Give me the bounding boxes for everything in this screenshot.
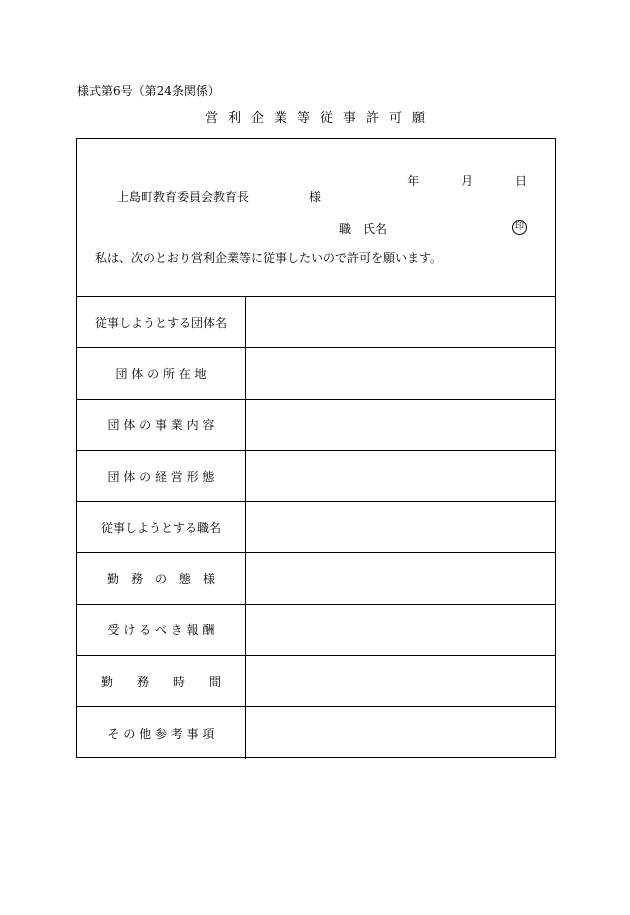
row-value-field[interactable] xyxy=(246,656,555,706)
row-value-field[interactable] xyxy=(246,707,555,758)
month-label: 月 xyxy=(461,174,474,188)
form-header xyxy=(77,139,555,297)
form-title: 営利企業等従事許可願 xyxy=(204,111,435,126)
day-label: 日 xyxy=(514,174,527,188)
row-label: 団 体 の 経 営 形 態 xyxy=(77,451,246,501)
row-value-field[interactable] xyxy=(246,348,555,398)
addressee: 上島町教育委員会教育長 xyxy=(117,190,250,204)
table-row xyxy=(77,656,555,707)
row-value-field[interactable] xyxy=(246,605,555,655)
table-row xyxy=(77,502,555,553)
table-row xyxy=(77,297,555,348)
table-row xyxy=(77,451,555,502)
row-label: 勤 務 の 態 様 xyxy=(77,553,246,603)
application-form xyxy=(76,138,556,758)
row-value-field[interactable] xyxy=(246,553,555,603)
row-label: 従事しようとする団体名 xyxy=(77,297,246,347)
row-value-field[interactable] xyxy=(246,451,555,501)
form-rows xyxy=(77,297,555,759)
table-row xyxy=(77,553,555,604)
year-label: 年 xyxy=(407,174,420,188)
table-row xyxy=(77,605,555,656)
row-label: 受 け る べ き 報 酬 xyxy=(77,605,246,655)
table-row xyxy=(77,400,555,451)
row-label: 団 体 の 所 在 地 xyxy=(77,348,246,398)
row-value-field[interactable] xyxy=(246,297,555,347)
row-value-field[interactable] xyxy=(246,502,555,552)
position-name-label: 職 氏名 xyxy=(339,222,388,236)
row-label: 団 体 の 事 業 内 容 xyxy=(77,400,246,450)
form-number: 様式第6号（第24条関係） xyxy=(77,84,220,98)
row-label: 勤 務 時 間 xyxy=(77,656,246,706)
date-line xyxy=(407,173,527,189)
table-row xyxy=(77,707,555,758)
row-label: そ の 他 参 考 事 項 xyxy=(77,707,246,758)
honorific: 様 xyxy=(309,190,322,204)
table-row xyxy=(77,348,555,399)
seal-icon: 印 xyxy=(512,220,527,235)
row-value-field[interactable] xyxy=(246,400,555,450)
request-text: 私は、次のとおり営利企業等に従事したいので許可を願います。 xyxy=(95,251,443,265)
row-label: 従事しようとする職名 xyxy=(77,502,246,552)
